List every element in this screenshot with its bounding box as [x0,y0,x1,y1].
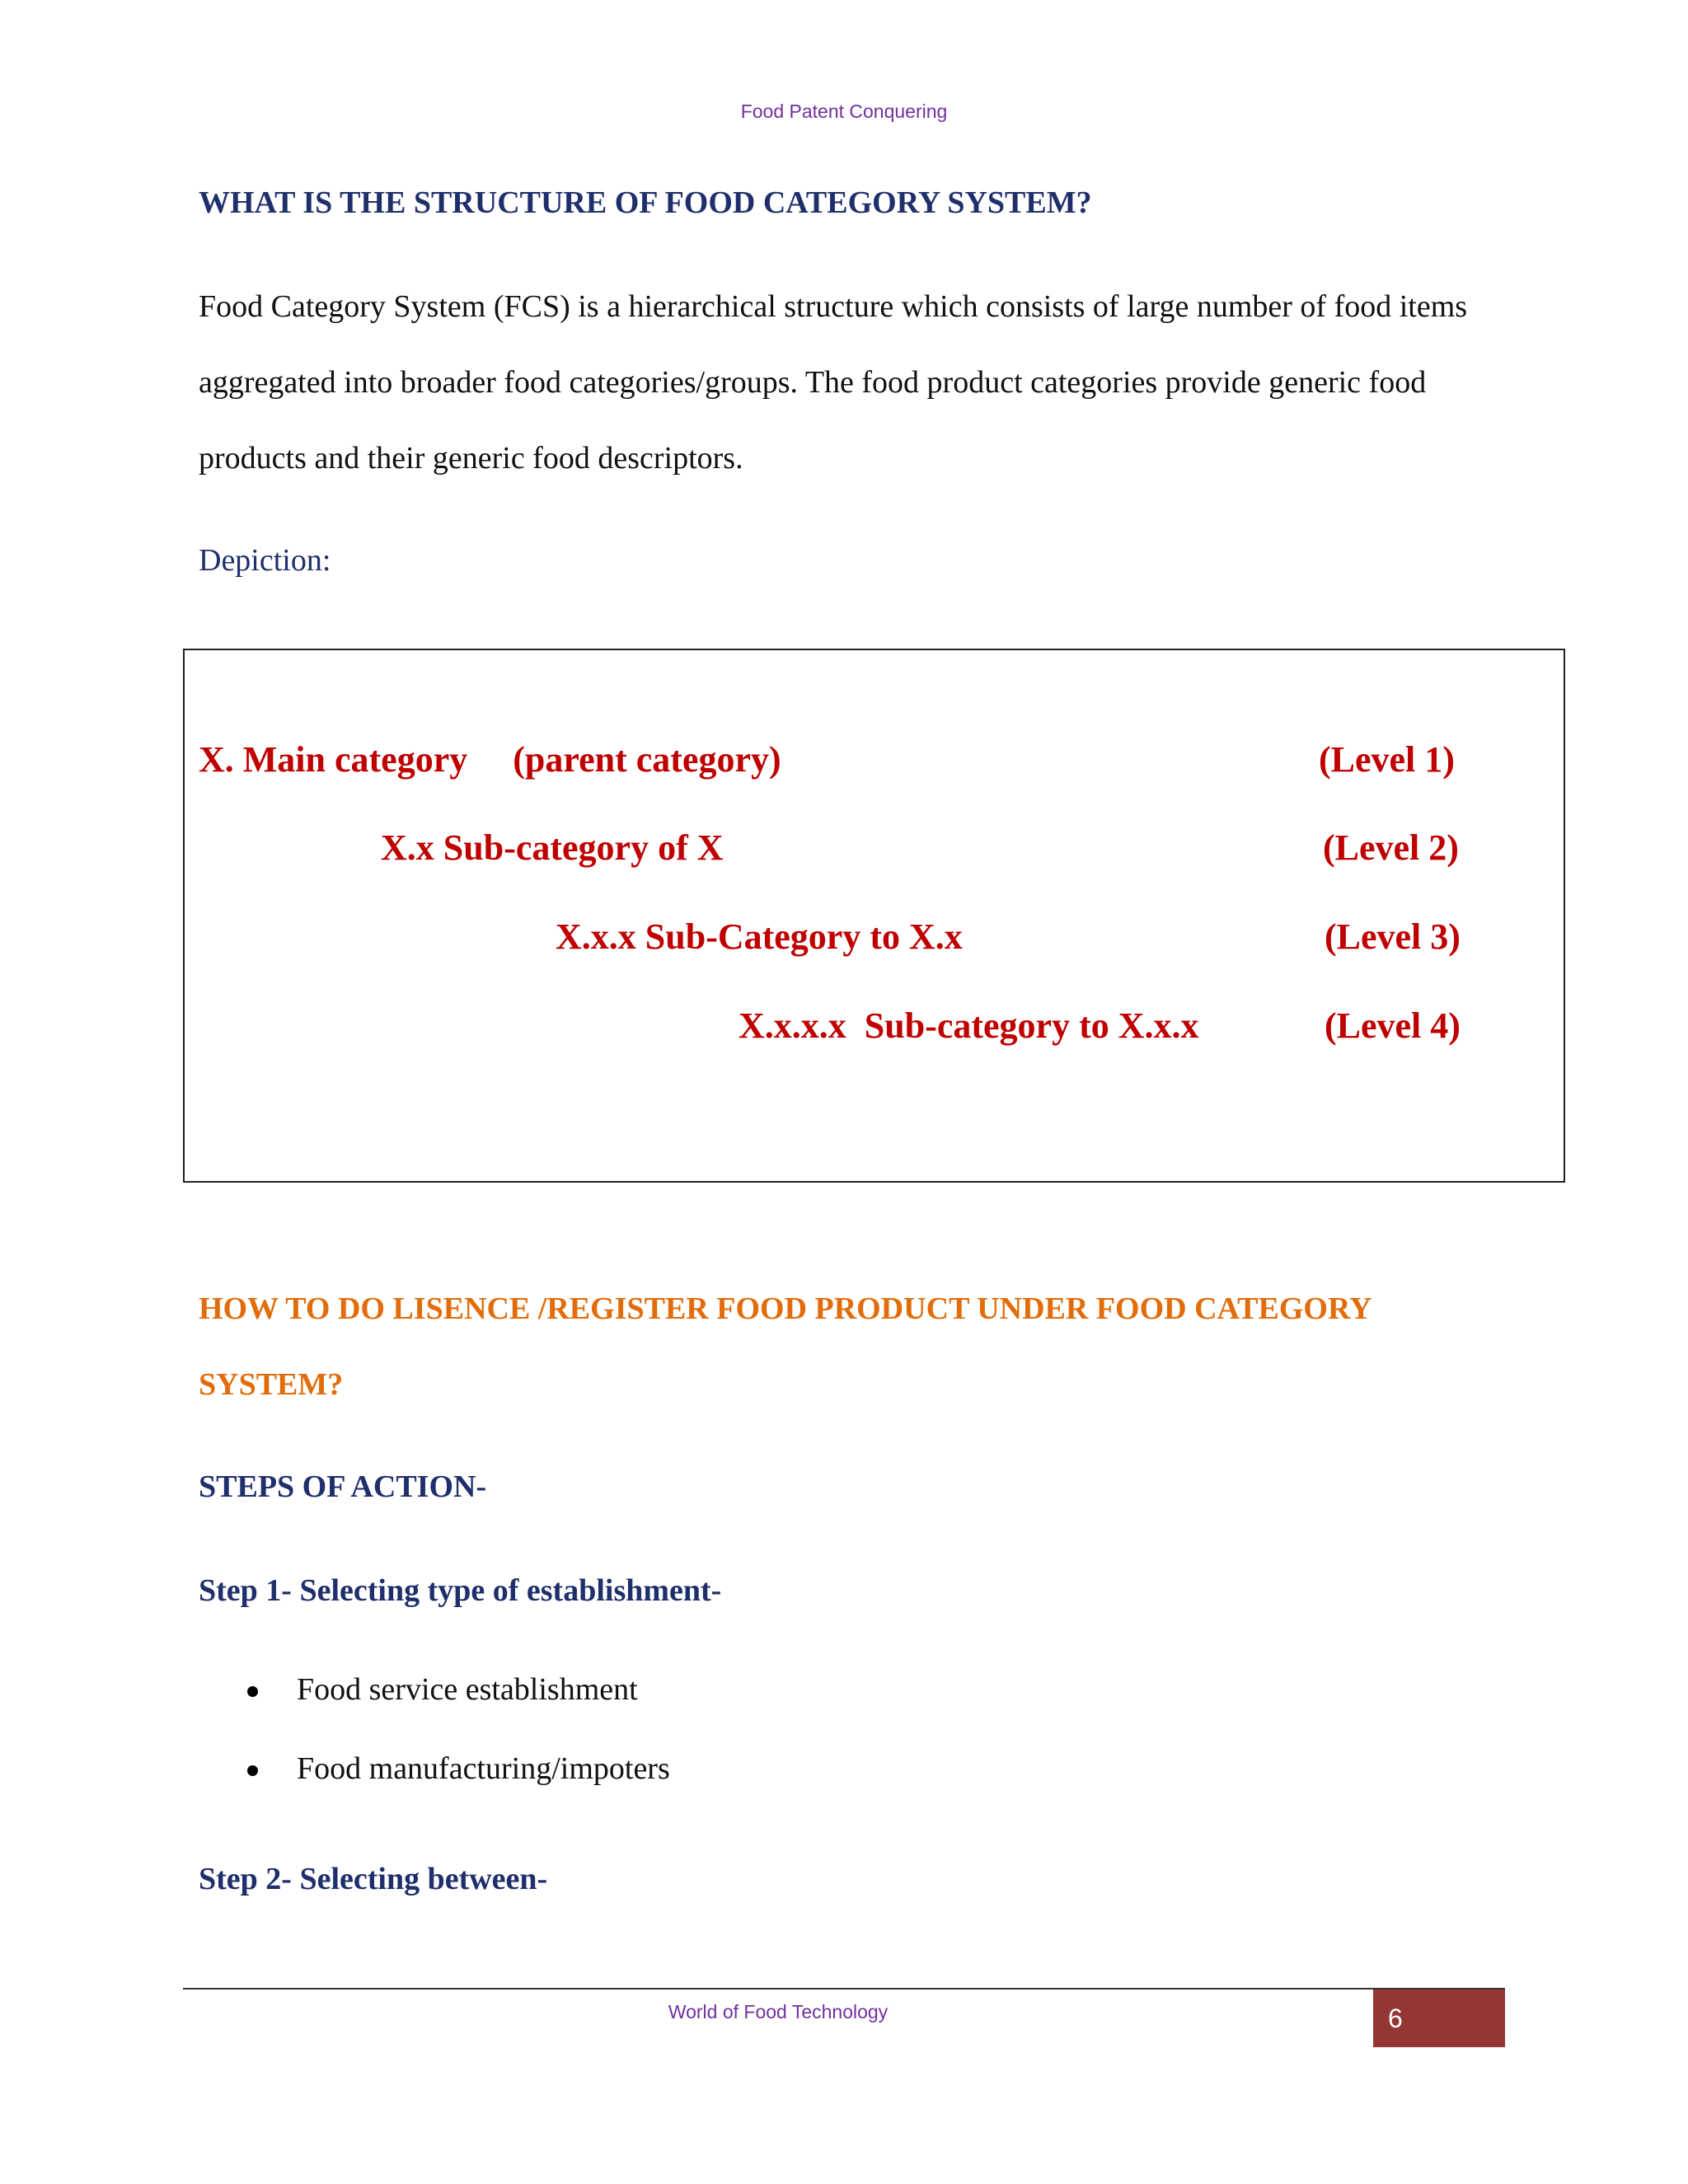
bullet-icon [247,1765,258,1776]
list-item [247,1750,670,1830]
bullet-icon [247,1686,258,1697]
level2-category: X.x Sub-category of X [381,827,724,868]
steps-of-action-heading: STEPS OF ACTION- [199,1469,487,1504]
footer-text: World of Food Technology [668,2001,889,2022]
step1-heading: Step 1- Selecting type of establishment- [199,1573,722,1608]
level3-category: X.x.x Sub-Category to X.x [556,916,963,957]
section-heading-register-food: HOW TO DO LISENCE /REGISTER FOOD PRODUCT UNDER FOOD CATEGORY SYSTEM? [199,1291,1372,1402]
page-header: Food Patent Conquering [740,101,948,122]
level2-label: (Level 2) [1323,827,1459,868]
fcs-description: Food Category System (FCS) is a hierarchical structure which consists of large number of food items aggregated into broader food categories/groups. The food product categories provide generic food products and their generic food descriptors. [199,289,1468,476]
depiction-label: Depiction: [199,543,331,578]
level1-category: X. Main category (parent category) [199,739,781,780]
level1-label: (Level 1) [1319,739,1455,780]
establishment-type-list [247,1671,670,1830]
level4-label: (Level 4) [1325,1005,1461,1046]
list-item-label: Food service establishment [297,1672,638,1707]
list-item-label: Food manufacturing/impoters [297,1751,670,1786]
list-item [247,1671,670,1750]
level4-category: X.x.x.x Sub-category to X.x.x [738,1005,1199,1046]
page-number: 6 [1373,1990,1505,2047]
footer-divider [183,1988,1505,1990]
section-heading-fcs-structure: WHAT IS THE STRUCTURE OF FOOD CATEGORY SYSTEM? [199,185,1092,220]
step2-heading: Step 2- Selecting between- [199,1862,548,1896]
level3-label: (Level 3) [1325,916,1461,957]
